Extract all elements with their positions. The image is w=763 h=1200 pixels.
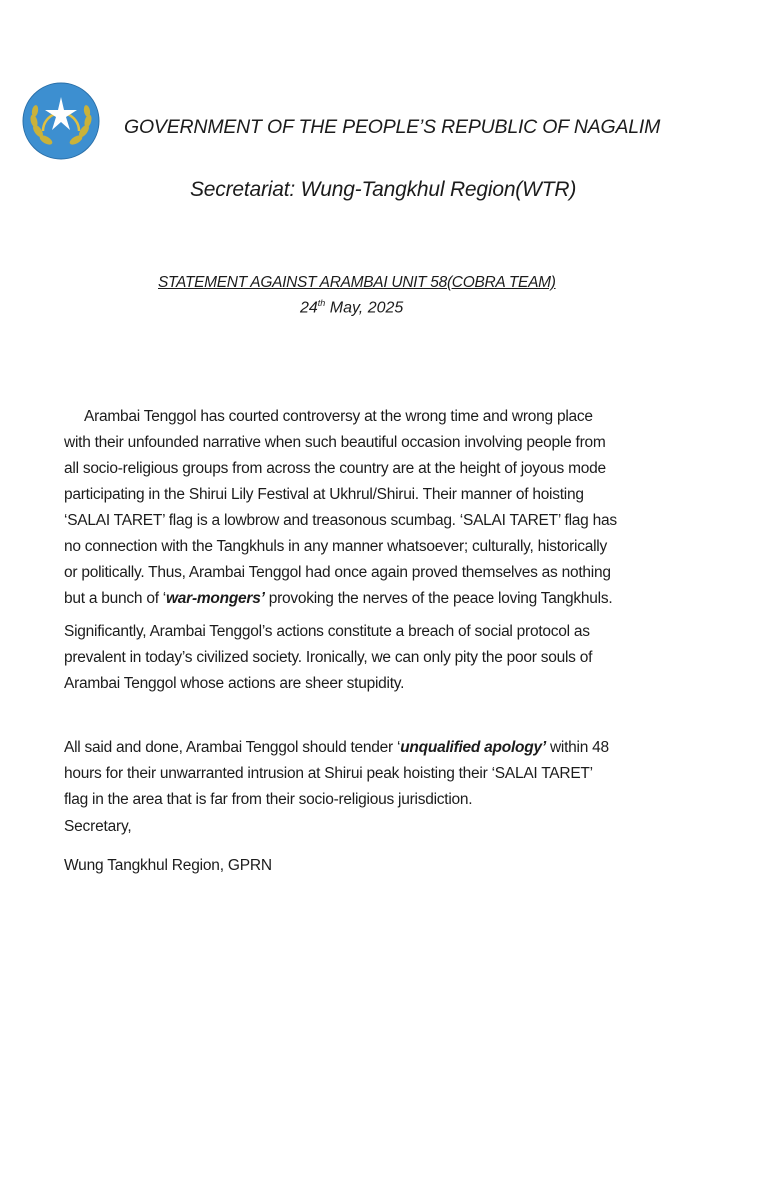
text-line: All said and done, Arambai Tenggol should tender ‘unqualified apology’ within 48	[64, 739, 609, 756]
text-line: no connection with the Tangkhuls in any manner whatsoever; culturally, historically	[64, 538, 608, 555]
emphasis-war-mongers: war-mongers’	[166, 590, 265, 607]
text-line: prevalent in today’s civilized society. Ironically, we can only pity the poor souls of	[64, 649, 593, 666]
text-line: hours for their unwarranted intrusion at Shirui peak hoisting their ‘SALAI TARET’	[64, 765, 593, 782]
text-line: Arambai Tenggol has courted controversy at the wrong time and wrong place	[84, 408, 593, 425]
text-line: participating in the Shirui Lily Festival at Ukhrul/Shirui. Their manner of hoisting	[64, 486, 584, 503]
statement-title: STATEMENT AGAINST ARAMBAI UNIT 58(COBRA TEAM)	[158, 274, 556, 291]
text-line: but a bunch of ‘war-mongers’ provoking the nerves of the peace loving Tangkhuls.	[64, 590, 613, 607]
signature-organization: Wung Tangkhul Region, GPRN	[64, 857, 272, 874]
statement-date: 24th May, 2025	[300, 298, 404, 317]
secretariat-heading: Secretariat: Wung-Tangkhul Region(WTR)	[190, 178, 577, 201]
text-line: all socio-religious groups from across the country are at the height of joyous mode	[64, 460, 606, 477]
government-title: GOVERNMENT OF THE PEOPLE’S REPUBLIC OF NAGALIM	[124, 116, 661, 138]
nagalim-emblem-icon	[16, 81, 106, 161]
text-line: flag in the area that is far from their socio-religious jurisdiction.	[64, 791, 473, 808]
text-line: Arambai Tenggol whose actions are sheer stupidity.	[64, 675, 405, 692]
paragraph-2	[64, 619, 724, 697]
paragraph-1	[64, 404, 724, 612]
text-line: Significantly, Arambai Tenggol’s actions constitute a breach of social protocol as	[64, 623, 590, 640]
signature-title: Secretary,	[64, 818, 132, 835]
text-line: ‘SALAI TARET’ flag is a lowbrow and treasonous scumbag. ‘SALAI TARET’ flag has	[64, 512, 617, 529]
emphasis-unqualified-apology: unqualified apology’	[400, 739, 546, 756]
paragraph-3	[64, 735, 724, 813]
text-line: or politically. Thus, Arambai Tenggol had once again proved themselves as nothing	[64, 564, 611, 581]
text-line: with their unfounded narrative when such beautiful occasion involving people from	[64, 434, 606, 451]
